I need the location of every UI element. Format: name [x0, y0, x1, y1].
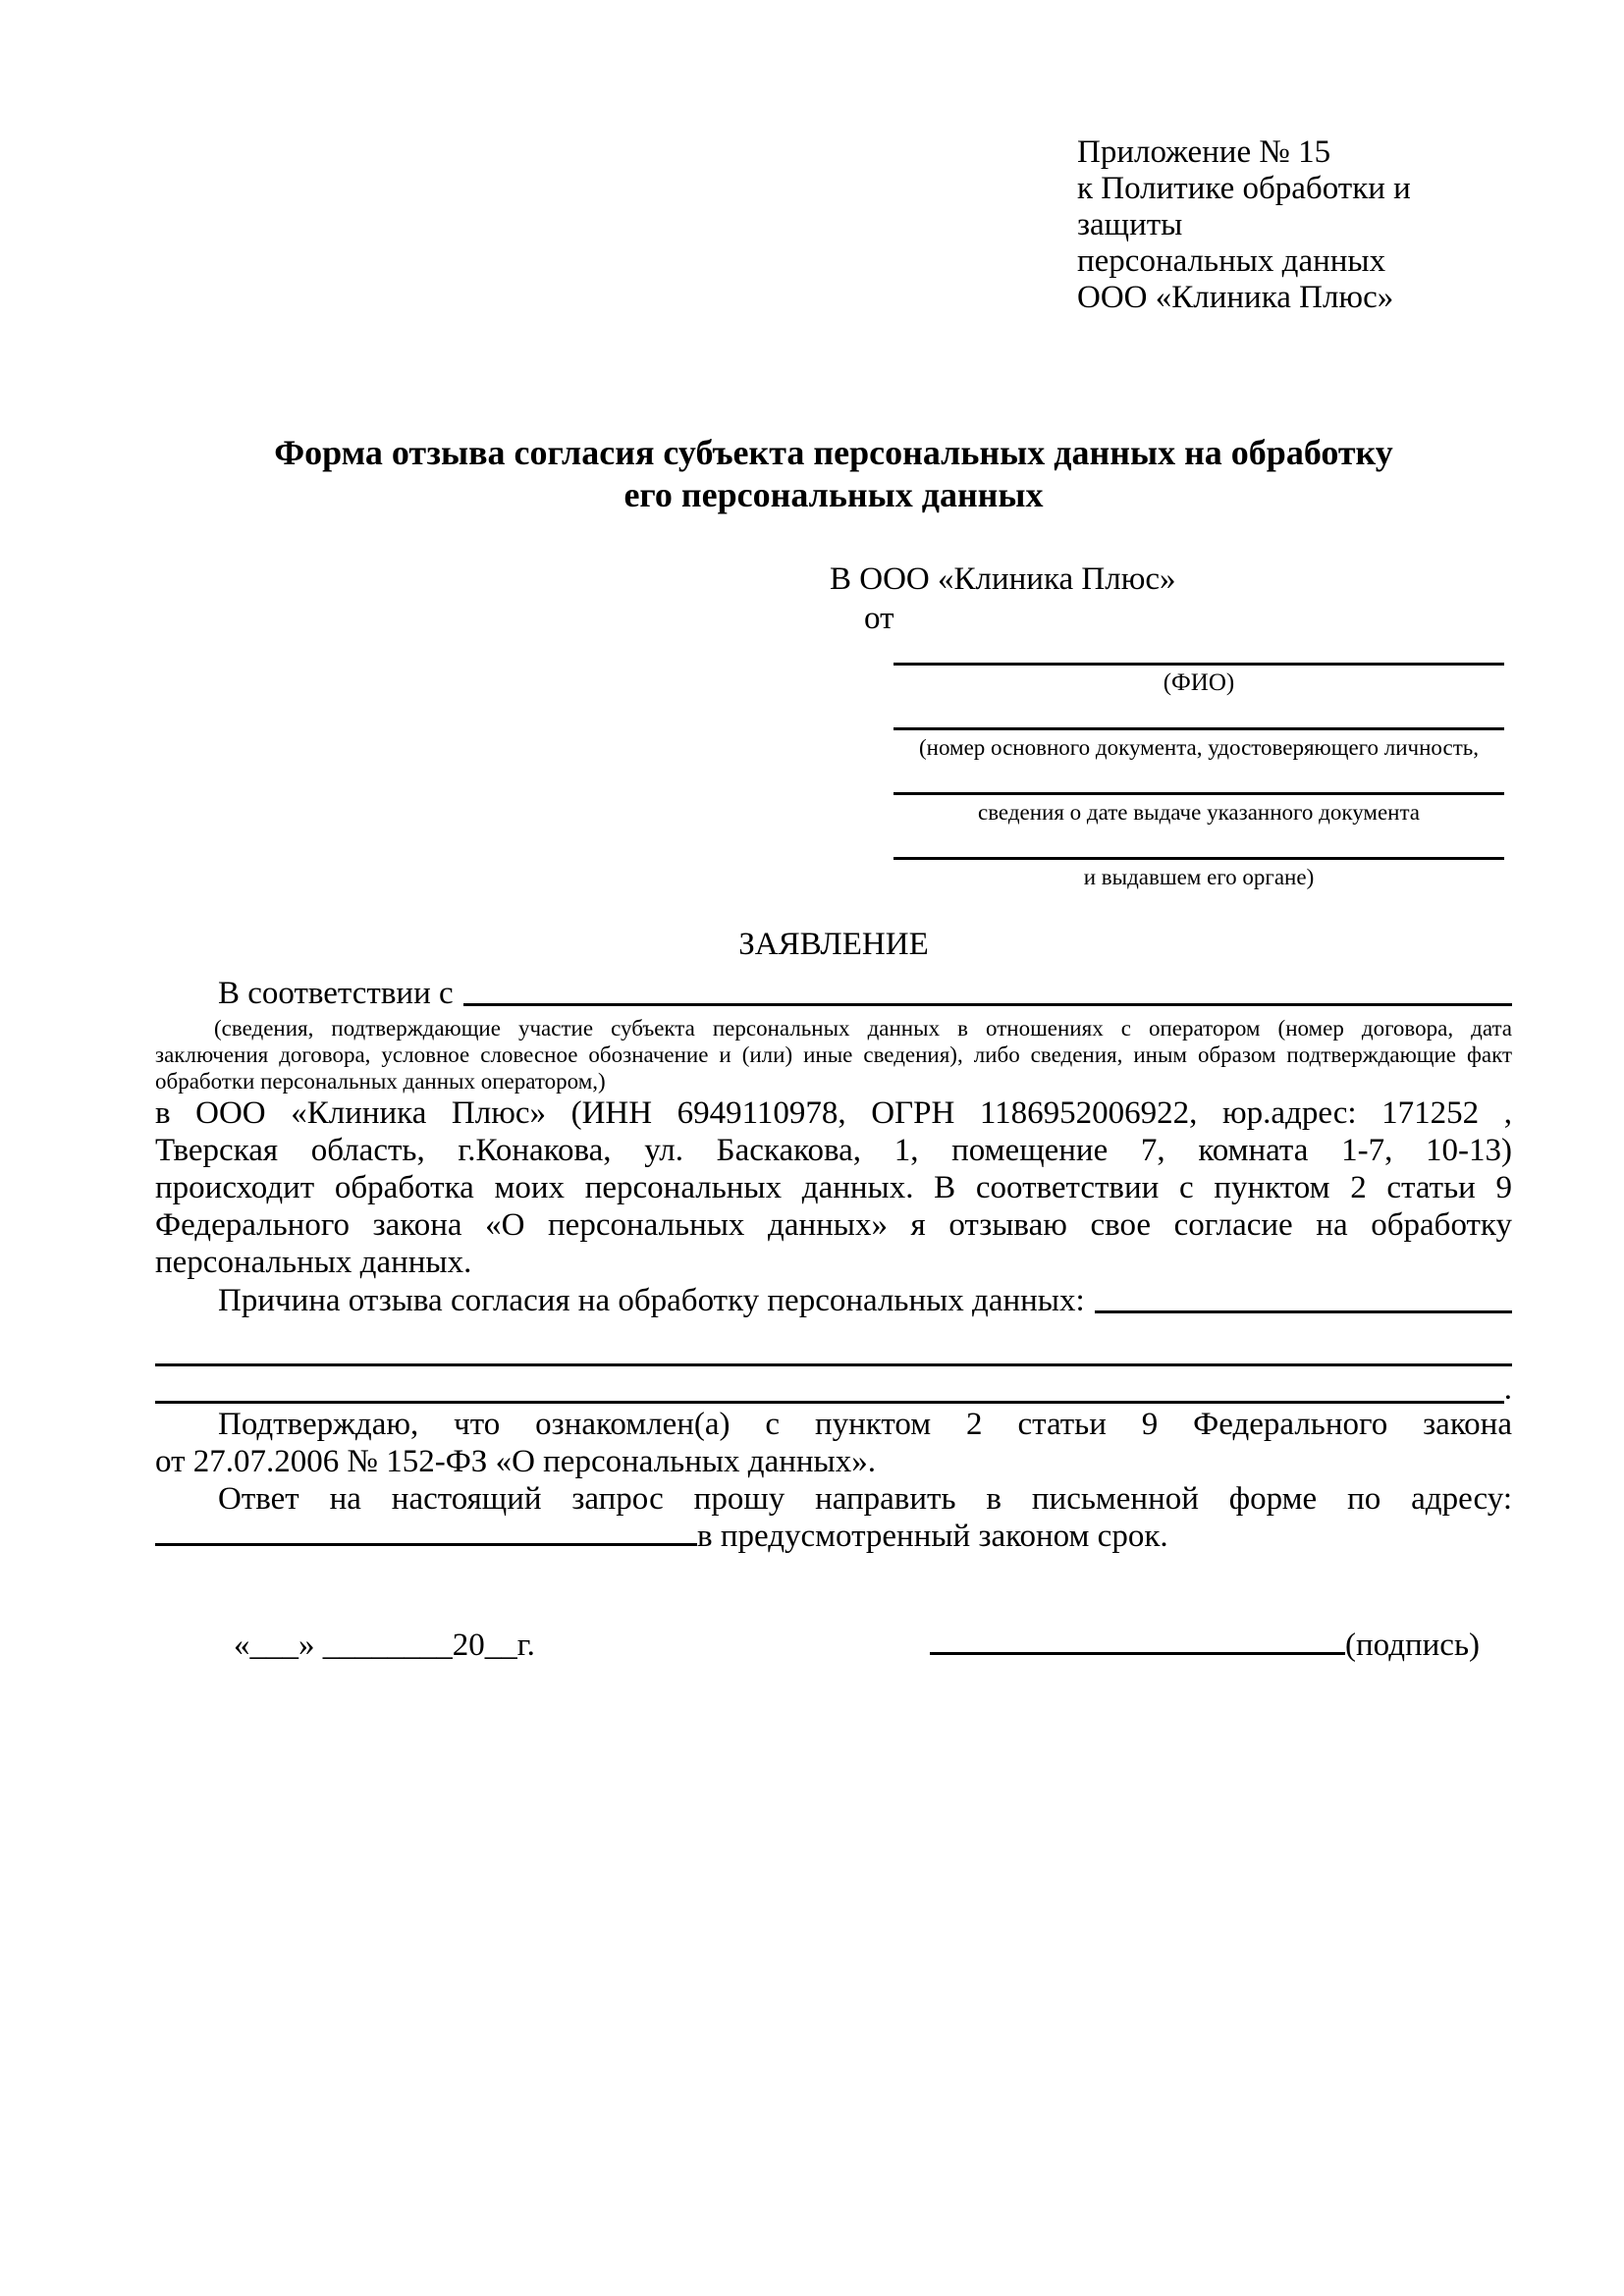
confirm-paragraph — [155, 1406, 1512, 1480]
footnote-line: (сведения, подтверждающие участие субъекта персональных данных в отношениях с оператором (номер договора, дата — [214, 1016, 1512, 1041]
body-line: происходит обработка моих персональных данных. В соответствии с пунктом 2 статьи 9 — [155, 1170, 1512, 1205]
fio-field — [893, 653, 1504, 696]
title-line: Форма отзыва согласия субъекта персональных данных на обработку — [274, 433, 1393, 472]
intro-prefix: В соответствии с — [218, 976, 454, 1011]
addressee-from-label: от — [864, 601, 894, 636]
fio-input-line[interactable] — [893, 653, 1504, 666]
addressee-block — [155, 560, 1512, 890]
body-line: в ООО «Клиника Плюс» (ИНН 6949110978, ОГРН 1186952006922, юр.адрес: 171252 , — [155, 1095, 1512, 1131]
signature-input-line[interactable] — [930, 1652, 1345, 1655]
issue-date-input-line[interactable] — [893, 782, 1504, 795]
basis-input-line[interactable] — [463, 1003, 1512, 1006]
reason-extra-input-line-1[interactable] — [155, 1330, 1512, 1366]
issue-org-field — [893, 847, 1504, 890]
header-note-line: Приложение № 15 — [1077, 134, 1331, 170]
header-note — [1077, 134, 1512, 316]
confirm-line: Подтверждаю, что ознакомлен(а) с пунктом 2 статьи 9 Федерального закона — [218, 1407, 1512, 1442]
confirm-line: от 27.07.2006 № 152-ФЗ «О персональных данных». — [155, 1444, 876, 1479]
body-line: персональных данных. — [155, 1245, 472, 1280]
reason-extra-line-2-row — [155, 1366, 1512, 1407]
statement-heading: ЗАЯВЛЕНИЕ — [738, 927, 929, 962]
doc-number-input-line[interactable] — [893, 718, 1504, 730]
reason-input-line[interactable] — [1095, 1310, 1512, 1313]
reply-paragraph — [155, 1480, 1512, 1555]
date-blank[interactable]: «___» ________20__г. — [234, 1628, 535, 1663]
issue-date-field — [893, 782, 1504, 826]
reason-end-period: . — [1503, 1371, 1512, 1407]
footnote-line: обработки персональных данных оператором,) — [155, 1069, 606, 1094]
issue-date-field-label: сведения о дате выдаче указанного документа — [977, 800, 1421, 825]
header-note-line: персональных данных — [1077, 243, 1386, 279]
body-line: Тверская область, г.Конакова, ул. Баскакова, 1, помещение 7, комната 1-7, 10-13) — [155, 1133, 1512, 1168]
address-input-line[interactable] — [155, 1543, 697, 1546]
signature-label: (подпись) — [1345, 1628, 1480, 1663]
header-note-line: ООО «Клиника Плюс» — [1077, 280, 1394, 315]
reply-address-row — [155, 1518, 1512, 1555]
reply-line: Ответ на настоящий запрос прошу направить в письменной форме по адресу: — [218, 1481, 1512, 1517]
body-paragraph — [155, 1095, 1512, 1281]
document-title — [155, 432, 1512, 516]
signature-group — [930, 1626, 1480, 1665]
footer-row — [155, 1626, 1512, 1665]
footnote-line: заключения договора, условное словесное обозначение и (или) иные сведения), либо сведения, иным образом подтверждающие факт — [155, 1042, 1512, 1067]
intro-row — [155, 974, 1512, 1013]
addressee-to: В ООО «Клиника Плюс» — [830, 561, 1176, 597]
issue-org-field-label: и выдавшем его органе) — [1083, 865, 1315, 889]
header-note-line: к Политике обработки и защиты — [1077, 171, 1411, 242]
addressee-fields — [893, 653, 1504, 890]
fio-field-label: (ФИО) — [1163, 669, 1235, 696]
title-line: его персональных данных — [623, 475, 1044, 514]
body-line: Федерального закона «О персональных данных» я отзываю свое согласие на обработку — [155, 1207, 1512, 1243]
reply-suffix: в предусмотренный законом срок. — [697, 1519, 1168, 1554]
footnote — [155, 1015, 1512, 1095]
doc-number-field-label: (номер основного документа, удостоверяющего личность, — [918, 735, 1479, 760]
doc-number-field — [893, 718, 1504, 761]
issue-org-input-line[interactable] — [893, 847, 1504, 860]
reason-label: Причина отзыва согласия на обработку персональных данных: — [218, 1283, 1085, 1318]
reason-extra-input-line-2[interactable] — [155, 1401, 1504, 1404]
reason-row — [155, 1281, 1512, 1320]
